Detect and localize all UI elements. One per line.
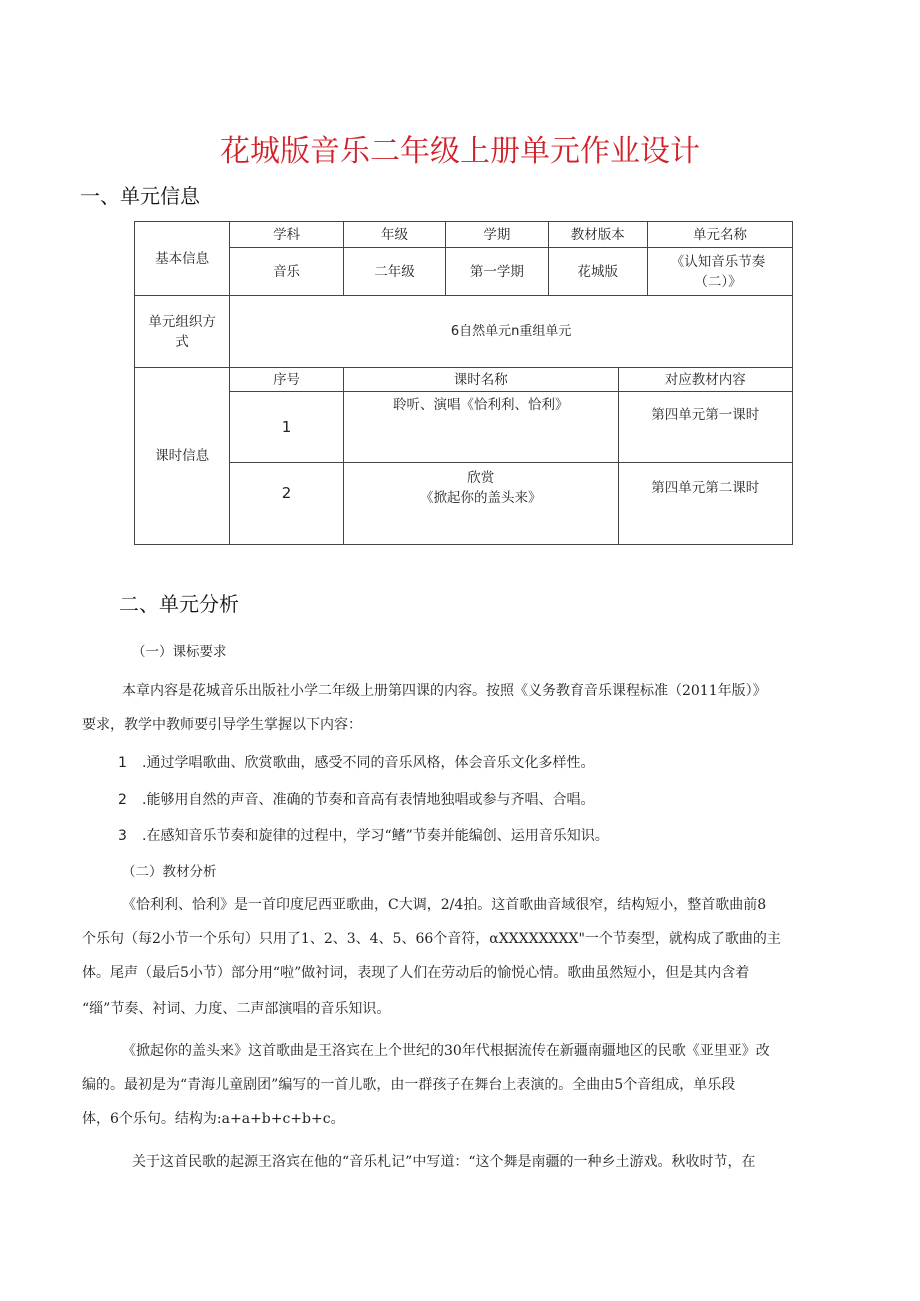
para3-line-2: 编的。最初是为“青海儿童剧团”编写的一首儿歌，由一群孩子在舞台上表演的。全曲由5个音组成，单乐段 <box>82 1077 736 1093</box>
lesson-1-name-line-1: 聆听、演唱《恰利利、恰利》 <box>392 397 569 413</box>
list-item-1-text: .通过学唱歌曲、欣赏歌曲，感受不同的音乐风格，体会音乐文化多样性。 <box>142 755 595 771</box>
subheading-textbook: （二）教材分析 <box>122 864 217 880</box>
list-item-1 <box>118 752 594 772</box>
basic-info-label: 基本信息 <box>135 222 230 296</box>
list-item-1-number: 1 <box>118 755 127 771</box>
section-2-heading: 二、单元分析 <box>119 592 239 616</box>
lesson-header-name: 课时名称 <box>343 368 618 392</box>
lesson-2-name <box>343 463 618 545</box>
value-edition: 花城版 <box>548 248 647 296</box>
para2-line-1: 《恰利利、恰利》是一首印度尼西亚歌曲，C大调，2/4拍。这首歌曲音域很窄，结构短小，整首歌曲前8 <box>122 897 767 913</box>
header-edition: 教材版本 <box>548 222 647 248</box>
header-unit-name: 单元名称 <box>647 222 792 248</box>
lesson-1-no: 1 <box>230 392 344 463</box>
lesson-2-name-line-2: 《掀起你的盖头来》 <box>419 490 542 506</box>
list-item-2-number: 2 <box>118 792 127 808</box>
para1-line-1: 本章内容是花城音乐出版社小学二年级上册第四课的内容。按照《义务教育音乐课程标准（2011年版）》 <box>122 683 767 699</box>
list-item-2-text: .能够用自然的声音、准确的节奏和音高有表情地独唱或参与齐唱、合唱。 <box>142 792 595 808</box>
lesson-1-name <box>343 392 618 463</box>
org-value: 6自然单元n重组单元 <box>230 296 793 368</box>
header-subject: 学科 <box>230 222 344 248</box>
para2-line-4: “缁”节奏、衬词、力度、二声部演唱的音乐知识。 <box>82 1001 391 1017</box>
subheading-curriculum: （一）课标要求 <box>132 644 227 660</box>
org-label-line-2: 式 <box>175 333 189 350</box>
header-grade: 年级 <box>343 222 445 248</box>
list-item-2 <box>118 789 594 809</box>
header-term: 学期 <box>446 222 548 248</box>
org-label <box>135 296 230 368</box>
lesson-1-content: 第四单元第一课时 <box>618 392 792 463</box>
value-subject: 音乐 <box>230 248 344 296</box>
lesson-2-no: 2 <box>230 463 344 545</box>
value-term: 第一学期 <box>446 248 548 296</box>
org-label-line-1: 单元组织方 <box>148 313 216 330</box>
document-title: 花城版音乐二年级上册单元作业设计 <box>220 134 700 169</box>
para3-line-3: 体，6个乐句。结构为:a+a+b+c+b+c。 <box>82 1111 345 1127</box>
lesson-info-label: 课时信息 <box>135 368 230 545</box>
list-item-3-number: 3 <box>118 828 127 844</box>
para4-line-1: 关于这首民歌的起源王洛宾在他的“音乐札记”中写道：“这个舞是南疆的一种乡土游戏。秋收时节，在 <box>132 1154 756 1170</box>
value-grade: 二年级 <box>343 248 445 296</box>
section-1-heading: 一、单元信息 <box>80 184 200 208</box>
para1-line-2: 要求，教学中教师要引导学生掌握以下内容： <box>82 717 362 733</box>
unit-info-table <box>134 221 793 545</box>
para3-line-1: 《掀起你的盖头来》这首歌曲是王洛宾在上个世纪的30年代根据流传在新疆南疆地区的民歌《亚里亚》改 <box>122 1043 770 1059</box>
lesson-2-name-line-1: 欣赏 <box>467 470 495 486</box>
value-unit-name: 《认知音乐节奏（二）》 <box>647 248 792 296</box>
lesson-header-no: 序号 <box>230 368 344 392</box>
list-item-3-text: .在感知音乐节奏和旋律的过程中，学习“鳍”节奏并能编创、运用音乐知识。 <box>142 828 609 844</box>
lesson-2-content: 第四单元第二课时 <box>618 463 792 545</box>
lesson-header-content: 对应教材内容 <box>618 368 792 392</box>
list-item-3 <box>118 825 609 845</box>
para2-line-2: 个乐句（每2小节一个乐句）只用了1、2、3、4、5、66个音符，αXXXXXXXX"一个节奏型，就构成了歌曲的主 <box>82 931 781 947</box>
para2-line-3: 体。尾声（最后5小节）部分用“啦”做衬词，表现了人们在劳动后的愉悦心情。歌曲虽然短小，但是其内含着 <box>82 965 750 981</box>
